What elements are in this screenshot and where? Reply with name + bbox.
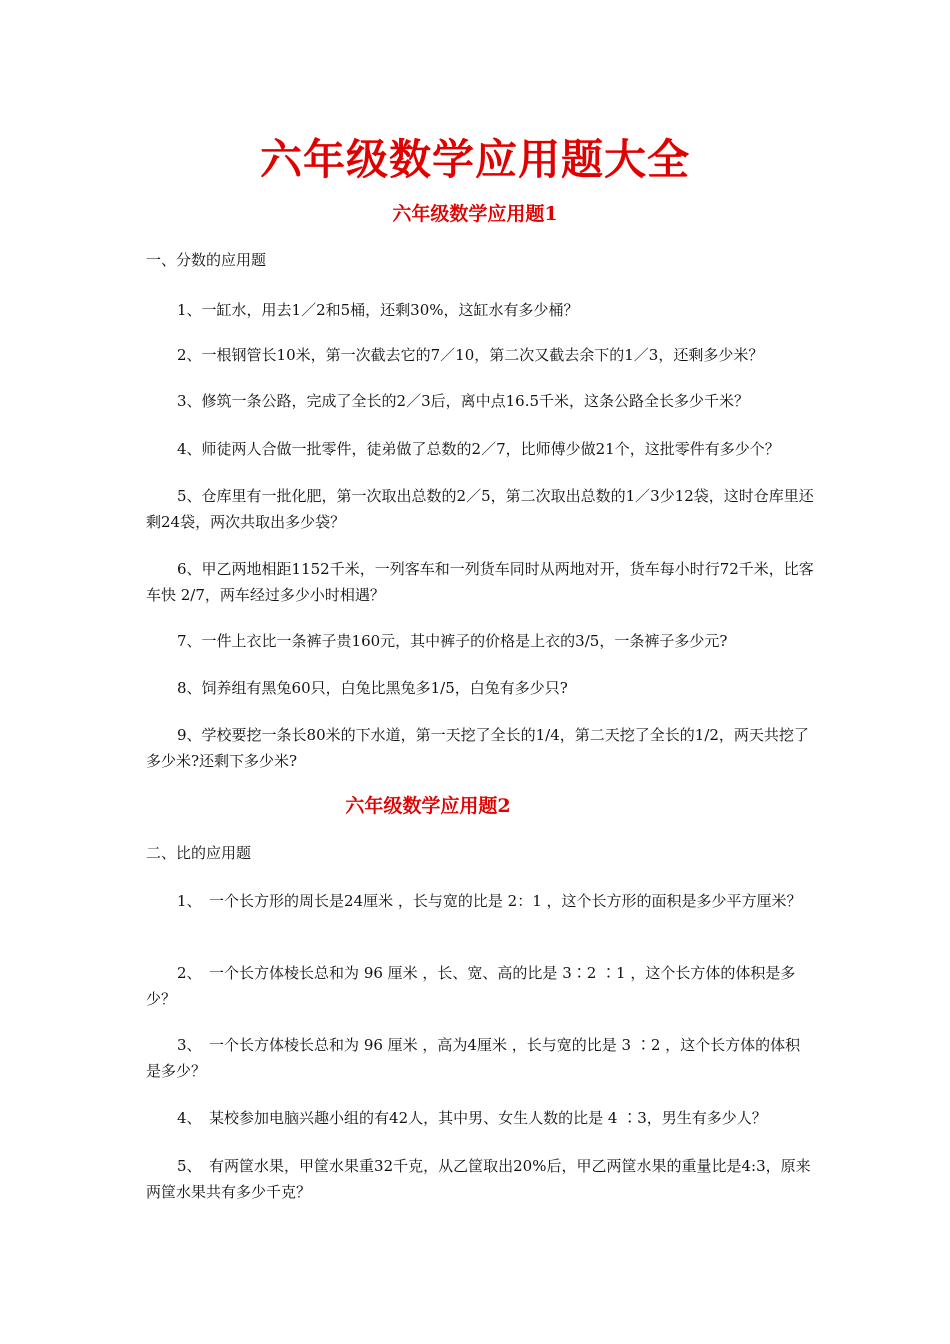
- question-1-7: 7、一件上衣比一条裤子贵160元，其中裤子的价格是上衣的3/5，一条裤子多少元?: [177, 632, 728, 650]
- section-1-heading: 一、分数的应用题: [146, 251, 267, 269]
- section-1-subtitle: 六年级数学应用题1: [392, 203, 558, 225]
- question-1-4: 4、师徒两人合做一批零件，徒弟做了总数的2／7，比师傅少做21个，这批零件有多少个？: [177, 440, 780, 458]
- question-1-3: 3、修筑一条公路，完成了全长的2／3后，离中点16.5千米，这条公路全长多少千米？: [177, 392, 750, 410]
- question-2-4: 4、 某校参加电脑兴趣小组的有42人，其中男、女生人数的比是 4 ∶3，男生有多少人？: [177, 1109, 767, 1127]
- question-2-5: 5、 有两筐水果，甲筐水果重32千克，从乙筐取出20%后，甲乙两筐水果的重量比是4:3，原来两筐水果共有多少千克？: [146, 1157, 811, 1201]
- question-1-9: 9、学校要挖一条长80米的下水道，第一天挖了全长的1/4，第二天挖了全长的1/2，两天共挖了多少米?还剩下多少米?: [146, 726, 809, 770]
- question-1-6: 6、甲乙两地相距1152千米，一列客车和一列货车同时从两地对开，货车每小时行72千米，比客车快 2/7，两车经过多少小时相遇？: [146, 560, 814, 604]
- question-2-1: 1、 一个长方形的周长是24厘米 ，长与宽的比是 2：1 ，这个长方形的面积是多少平方厘米？: [177, 892, 802, 910]
- question-1-8: 8、饲养组有黑兔60只，白兔比黑兔多1/5，白兔有多少只?: [177, 679, 568, 697]
- question-1-1: 1、一缸水，用去1／2和5桶，还剩30%，这缸水有多少桶？: [177, 301, 579, 319]
- section-2-subtitle: 六年级数学应用题2: [345, 795, 511, 817]
- question-2-3: 3、 一个长方体棱长总和为 96 厘米 ，高为4厘米 ，长与宽的比是 3 ∶2 ，这个长方体的体积是多少？: [146, 1036, 801, 1080]
- section-2-heading: 二、比的应用题: [146, 844, 252, 862]
- question-1-2: 2、一根钢管长10米，第一次截去它的7／10，第二次又截去余下的1／3，还剩多少米？: [177, 346, 764, 364]
- document-title: 六年级数学应用题大全: [259, 135, 690, 184]
- question-2-2: 2、 一个长方体棱长总和为 96 厘米 ，长、宽、高的比是 3∶2 ∶1 ，这个长方体的体积是多少？: [146, 964, 796, 1008]
- question-1-5: 5、仓库里有一批化肥，第一次取出总数的2／5，第二次取出总数的1／3少12袋，这时仓库里还剩24袋，两次共取出多少袋？: [146, 487, 814, 531]
